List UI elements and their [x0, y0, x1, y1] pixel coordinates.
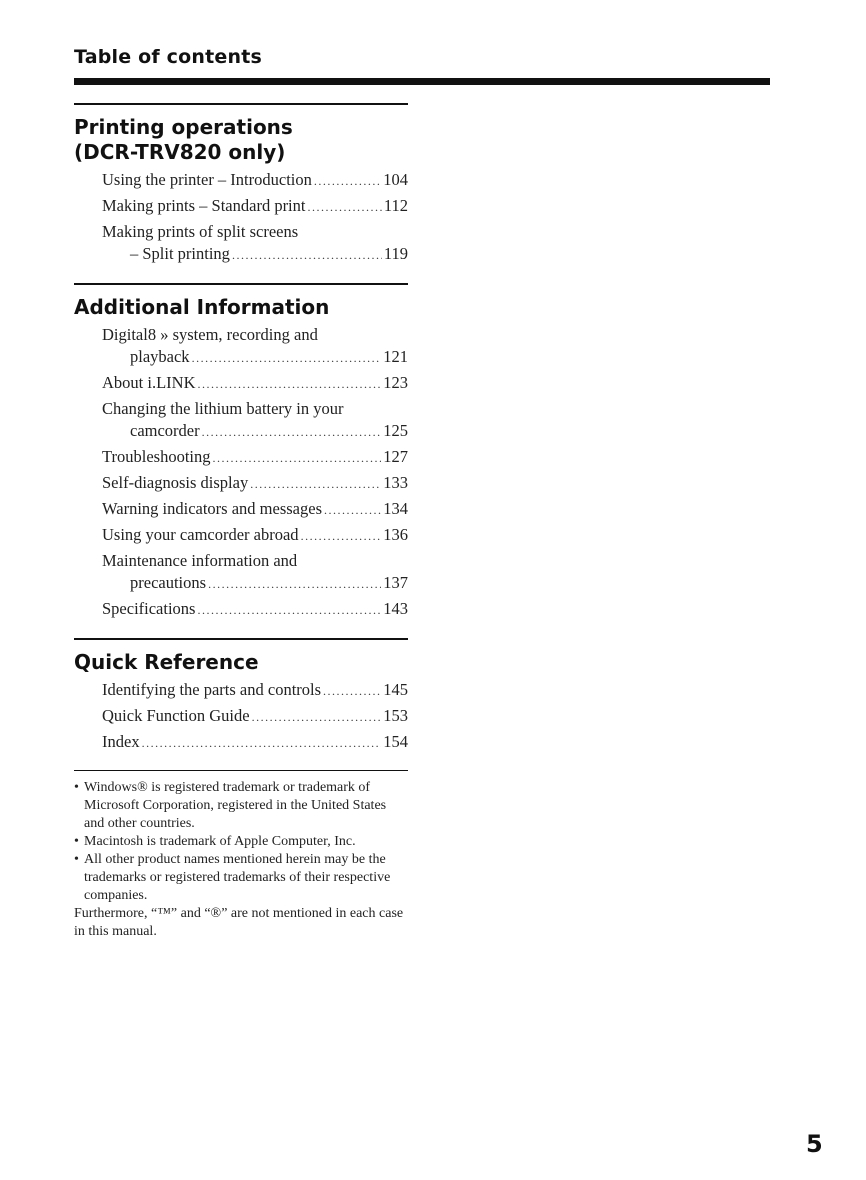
leader-dots: [202, 421, 382, 443]
leader-dots: [250, 473, 381, 495]
leader-dots: [301, 525, 382, 547]
leader-dots: [208, 573, 381, 595]
toc-content: [74, 103, 408, 941]
toc-entry-page: 112: [383, 196, 408, 215]
toc-entry[interactable]: [102, 472, 408, 495]
toc-entry-page: 125: [383, 421, 408, 440]
toc-entry-line1: Digital8 » system, recording and: [102, 325, 318, 344]
leader-dots: [192, 347, 382, 369]
toc-entry[interactable]: [102, 169, 408, 192]
toc-entry-text: playback: [130, 347, 190, 366]
toc-entry-page: 145: [383, 680, 408, 699]
leader-dots: [213, 447, 382, 469]
leader-dots: [324, 499, 381, 521]
toc-entry-line1: Changing the lithium battery in your: [102, 399, 344, 418]
toc-section-quick-reference: [74, 638, 408, 754]
trademark-notes: [74, 779, 408, 941]
toc-entry-page: 127: [383, 447, 408, 466]
toc-entry-text: Using your camcorder abroad: [102, 525, 299, 544]
toc-entry-text: Warning indicators and messages: [102, 499, 322, 518]
toc-entry[interactable]: [102, 550, 408, 595]
toc-entry[interactable]: [102, 372, 408, 395]
leader-dots: [307, 196, 381, 218]
toc-entry-line1: Making prints of split screens: [102, 222, 299, 241]
toc-list: [102, 169, 408, 266]
toc-entry-text: precautions: [130, 573, 207, 592]
toc-section-additional-information: [74, 283, 408, 621]
trademark-note-text: Macintosh is trademark of Apple Computer, Inc.: [84, 834, 356, 849]
toc-entry-page: 153: [383, 706, 408, 725]
toc-entry-text: – Split printing: [130, 244, 230, 263]
toc-entry-text: Quick Function Guide: [102, 706, 250, 725]
toc-entry-page: 104: [383, 170, 408, 189]
trademark-note: [74, 779, 408, 833]
trademark-note-text: Windows® is registered trademark or trademark of Microsoft Corporation, registered in the United States and other countries.: [84, 780, 387, 831]
section-title: Additional Information: [74, 295, 330, 319]
toc-entry-text: Troubleshooting: [102, 447, 211, 466]
toc-entry-page: 123: [383, 373, 408, 392]
toc-entry[interactable]: [102, 524, 408, 547]
toc-entry-text: camcorder: [130, 421, 200, 440]
toc-entry-text: Identifying the parts and controls: [102, 680, 322, 699]
leader-dots: [232, 244, 382, 266]
toc-entry[interactable]: [102, 446, 408, 469]
section-rule: [74, 638, 408, 640]
toc-entry-page: 154: [383, 732, 408, 751]
section-rule: [74, 283, 408, 285]
leader-dots: [252, 706, 382, 728]
toc-entry[interactable]: [102, 598, 408, 621]
bullet-icon: •: [74, 852, 79, 867]
toc-entry-text: Specifications: [102, 599, 196, 618]
bullet-icon: •: [74, 780, 79, 795]
toc-entry[interactable]: [102, 705, 408, 728]
trademark-note-text: All other product names mentioned herein may be the trademarks or registered trademarks of their respective companies.: [84, 852, 391, 903]
toc-entry-text: Making prints – Standard print: [102, 196, 306, 215]
leader-dots: [142, 732, 382, 754]
trademark-note: [74, 851, 408, 905]
section-title-line: (DCR-TRV820 only): [74, 140, 286, 164]
toc-entry[interactable]: [102, 195, 408, 218]
leader-dots: [323, 680, 381, 702]
toc-entry[interactable]: [102, 324, 408, 369]
toc-entry-page: 136: [383, 525, 408, 544]
section-title: [74, 115, 408, 165]
toc-entry[interactable]: [102, 398, 408, 443]
header-rule: [74, 78, 770, 85]
toc-entry-page: 133: [383, 473, 408, 492]
toc-entry-page: 121: [383, 347, 408, 366]
page-number: 5: [806, 1130, 823, 1158]
notes-footer: Furthermore, “™” and “®” are not mentioned in each case in this manual.: [74, 906, 404, 939]
leader-dots: [314, 170, 381, 192]
trademark-note: [74, 833, 408, 851]
toc-entry-text: Self-diagnosis display: [102, 473, 249, 492]
page-header-title: Table of contents: [74, 46, 263, 68]
toc-entry-text: Index: [102, 732, 140, 751]
toc-list: [102, 324, 408, 621]
toc-entry[interactable]: [102, 221, 408, 266]
section-rule: [74, 103, 408, 105]
leader-dots: [197, 599, 381, 621]
toc-entry-page: 137: [383, 573, 408, 592]
toc-entry-page: 143: [383, 599, 408, 618]
toc-entry[interactable]: [102, 498, 408, 521]
toc-entry-page: 134: [383, 499, 408, 518]
toc-entry-text: Using the printer – Introduction: [102, 170, 312, 189]
toc-section-printing-operations: [74, 103, 408, 266]
section-title: Quick Reference: [74, 650, 259, 674]
toc-entry[interactable]: [102, 679, 408, 702]
toc-entry-text: About i.LINK: [102, 373, 196, 392]
toc-entry[interactable]: [102, 731, 408, 754]
section-title-line: Printing operations: [74, 115, 293, 139]
bullet-icon: •: [74, 834, 79, 849]
toc-entry-page: 119: [383, 244, 408, 263]
leader-dots: [198, 373, 382, 395]
toc-entry-line1: Maintenance information and: [102, 551, 298, 570]
notes-rule: [74, 770, 408, 771]
toc-list: [102, 679, 408, 754]
